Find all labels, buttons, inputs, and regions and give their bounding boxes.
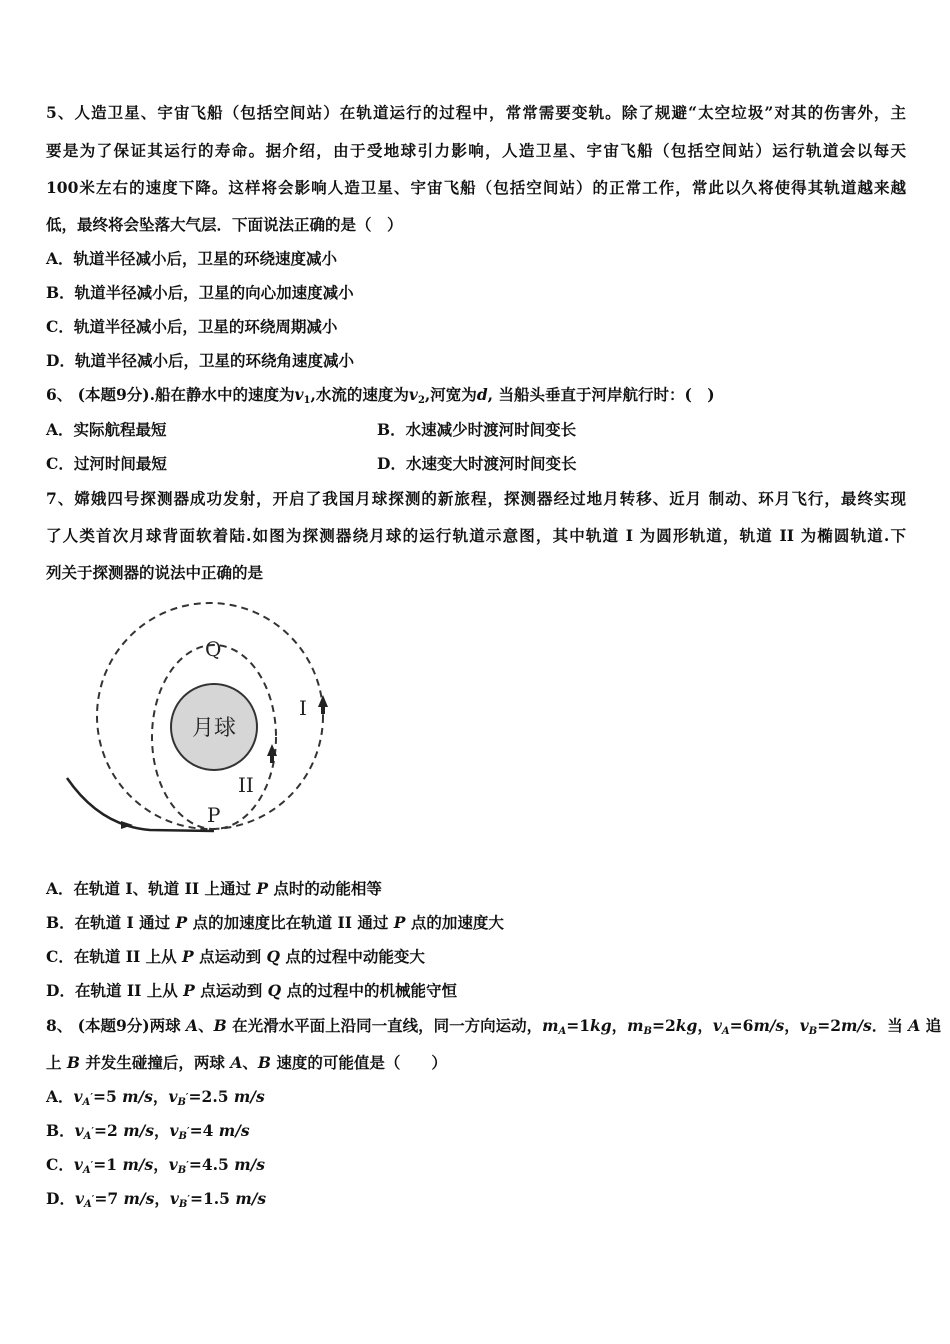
q6-stem-text-b: ,水流的速度为 <box>310 385 409 404</box>
q8-text-8: 、 <box>242 1053 258 1072</box>
q6-options-row-1 <box>46 420 167 440</box>
q8-option-d-va-prime: ′ <box>91 1194 95 1206</box>
q8-option-c-va-sub: A <box>82 1165 91 1176</box>
q8-option-d-comma: ， <box>154 1189 170 1208</box>
q8-stem-line-1 <box>46 1016 941 1036</box>
q6-var-v1-sub: 1 <box>303 395 311 406</box>
q8-option-c-unit-1: m/s <box>122 1155 154 1174</box>
q8-text-3: 在光滑水平面上沿同一直线，同一方向运动， <box>226 1016 543 1035</box>
orbit-2-label: II <box>238 773 254 797</box>
orbit-2-arrow-tail <box>270 755 274 763</box>
q8-option-d-va-sub: A <box>83 1199 92 1210</box>
q8-option-a-vb-value: =2.5 <box>188 1087 234 1106</box>
q5-stem-line-2: 要是为了保证其运行的寿命。据介绍，由于受地球引力影响，人造卫星、宇宙飞船（包括空间站）运行轨道会以每天 <box>46 141 906 160</box>
q6-var-v2: v <box>408 385 418 404</box>
q5-option-c: C．轨道半径减小后，卫星的环绕周期减小 <box>46 317 338 336</box>
q8-text-7: 并发生碰撞后，两球 <box>80 1053 231 1072</box>
q8-vb-value: =2 <box>817 1016 841 1035</box>
q8-option-a-label: A． <box>46 1087 74 1106</box>
q8-va-value: =6 <box>729 1016 754 1035</box>
q7-option-a <box>46 879 382 899</box>
q8-text-2: 、 <box>198 1016 214 1035</box>
moon-label: 月球 <box>191 716 237 741</box>
q8-option-a-vb: v <box>168 1087 178 1106</box>
q8-option-b-vb-value: =4 <box>189 1121 219 1140</box>
q7-option-a-text-2: 点时的动能相等 <box>268 879 382 898</box>
q8-option-a-unit-1: m/s <box>122 1087 153 1106</box>
q8-option-c-vb-value: =4.5 <box>188 1155 235 1174</box>
q5-option-b: B．轨道半径减小后，卫星的向心加速度减小 <box>46 283 354 302</box>
q8-option-c-unit-2: m/s <box>234 1155 266 1174</box>
q8-option-d-unit-2: m/s <box>235 1189 267 1208</box>
q8-option-c-comma: ， <box>153 1155 169 1174</box>
q8-option-a-unit-2: m/s <box>233 1087 265 1106</box>
q8-option-a-va: v <box>73 1087 83 1106</box>
q7-option-d-text-1: D．在轨道 II 上从 <box>46 981 184 1000</box>
orbit-1-arrow-icon <box>318 695 328 707</box>
q7-option-c <box>46 947 425 967</box>
q8-unit-ms-1: m/s <box>753 1016 785 1035</box>
point-q-label: Q <box>205 637 222 661</box>
q8-option-a <box>46 1087 265 1107</box>
q8-option-b-va-sub: A <box>83 1131 92 1142</box>
q8-var-b-3: B <box>257 1053 271 1072</box>
q8-unit-kg-1: kg <box>590 1016 612 1035</box>
q8-option-c-vb-sub: B <box>177 1165 187 1176</box>
q8-text-9: 速度的可能值是（ ） <box>270 1053 447 1072</box>
q8-var-b-2: B <box>66 1053 81 1072</box>
q8-option-a-va-value: =5 <box>92 1087 123 1106</box>
q8-var-va-sub: A <box>721 1026 730 1037</box>
q5-stem-line-4: 低，最终将会坠落大气层．下面说法正确的是（ ） <box>46 215 403 234</box>
q6-stem-text-c: ,河宽为 <box>424 385 477 404</box>
q6-var-d: d <box>476 385 488 404</box>
q7-option-b-text-3: 点的加速度大 <box>405 913 504 932</box>
q8-option-d-vb-prime: ′ <box>187 1194 190 1206</box>
point-p-label: P <box>207 803 221 827</box>
q5-stem-line-1: 5、人造卫星、宇宙飞船（包括空间站）在轨道运行的过程中，常常需要变轨。除了规避“太空垃圾”对其的伤害外，主 <box>46 103 906 122</box>
orbit-1-label: I <box>299 696 307 720</box>
q8-option-b-unit-2: m/s <box>218 1121 250 1140</box>
q8-var-ma-sub: A <box>558 1026 567 1037</box>
q7-option-b-var-p2: P <box>393 913 406 932</box>
q7-stem-line-3: 列关于探测器的说法中正确的是 <box>46 563 264 582</box>
q8-option-b-va-prime: ′ <box>91 1126 95 1138</box>
q8-option-d-vb-sub: B <box>178 1199 188 1210</box>
orbit-1-arrow-tail <box>321 706 325 714</box>
q8-option-a-va-prime: ′ <box>90 1092 93 1104</box>
q8-option-a-va-sub: A <box>82 1097 91 1108</box>
q8-option-b-unit-1: m/s <box>123 1121 154 1140</box>
q7-option-c-var-q: Q <box>266 947 280 966</box>
q8-option-c-va-prime: ′ <box>90 1160 94 1172</box>
q8-ma-value: =1 <box>566 1016 591 1035</box>
q8-option-a-vb-prime: ′ <box>185 1092 189 1104</box>
q8-option-b-vb: v <box>169 1121 179 1140</box>
q8-option-c <box>46 1155 265 1175</box>
q6-option-b: B．水速减少时渡河时间变长 <box>377 420 577 439</box>
q8-var-mb-sub: B <box>643 1026 652 1037</box>
q6-option-d: D．水速变大时渡河时间变长 <box>377 454 577 473</box>
q5-stem-line-3: 100米左右的速度下降。这样将会影响人造卫星、宇宙飞船（包括空间站）的正常工作，常此以久将使得其轨道越来越 <box>46 178 906 197</box>
q7-stem-line-1: 7、嫦娥四号探测器成功发射，开启了我国月球探测的新旅程，探测器经过地月转移、近月 制动、环月飞行，最终实现 <box>46 489 906 508</box>
q8-unit-ms-2: m/s <box>841 1016 872 1035</box>
q8-var-vb-sub: B <box>808 1026 818 1037</box>
q6-stem-text-e: , 当船头垂直于河岸航行时：( ) <box>487 385 715 404</box>
q7-option-b <box>46 913 504 933</box>
q8-option-b-va-value: =2 <box>94 1121 124 1140</box>
q8-option-b-comma: ， <box>154 1121 170 1140</box>
q8-unit-kg-2: kg <box>675 1016 698 1035</box>
q8-mb-value: =2 <box>652 1016 676 1035</box>
q6-stem-text-a: 6、 (本题9分).船在静水中的速度为 <box>46 385 295 404</box>
q7-option-c-text-1: C．在轨道 II 上从 <box>46 947 183 966</box>
q7-option-c-text-3: 点的过程中动能变大 <box>280 947 425 966</box>
q8-option-d-vb: v <box>169 1189 179 1208</box>
q8-option-c-va: v <box>73 1155 83 1174</box>
q8-sep-2: ， <box>697 1016 713 1035</box>
q8-option-c-vb-prime: ′ <box>186 1160 189 1172</box>
q8-text-5: 追 <box>920 1016 942 1035</box>
q8-option-d-label: D． <box>46 1189 75 1208</box>
q8-text-1: 8、 (本题9分)两球 <box>46 1016 187 1035</box>
q8-option-d-va: v <box>74 1189 84 1208</box>
q8-option-b-va: v <box>74 1121 84 1140</box>
q6-var-v1: v <box>294 385 304 404</box>
q8-option-b-vb-sub: B <box>178 1131 187 1142</box>
q7-option-c-var-p: P <box>182 947 194 966</box>
q8-option-d <box>46 1189 266 1209</box>
q8-var-a-3: A <box>230 1053 243 1072</box>
q8-stem-line-2 <box>46 1053 447 1073</box>
q8-text-6: 上 <box>46 1053 67 1072</box>
q7-option-d-text-3: 点的过程中的机械能守恒 <box>281 981 458 1000</box>
q7-option-d-text-2: 点运动到 <box>194 981 268 1000</box>
q6-option-c: C．过河时间最短 <box>46 454 167 473</box>
q8-option-b <box>46 1121 250 1141</box>
q8-var-b: B <box>213 1016 227 1035</box>
q8-option-d-vb-value: =1.5 <box>189 1189 236 1208</box>
q8-var-mb: m <box>627 1016 644 1035</box>
q6-stem <box>46 385 715 405</box>
q8-sep-1: ， <box>611 1016 628 1035</box>
q7-option-b-text-1: B．在轨道 I 通过 <box>46 913 176 932</box>
q7-option-d-var-p: P <box>183 981 195 1000</box>
q7-option-d-var-q: Q <box>267 981 282 1000</box>
q6-var-v2-sub: 2 <box>417 395 425 406</box>
q8-var-ma: m <box>542 1016 559 1035</box>
q7-option-a-text-1: A．在轨道 I、轨道 II 上通过 <box>46 879 257 898</box>
q5-option-d: D．轨道半径减小后，卫星的环绕角速度减小 <box>46 351 354 370</box>
q8-option-d-unit-1: m/s <box>123 1189 155 1208</box>
q5-option-a: A．轨道半径减小后，卫星的环绕速度减小 <box>46 249 338 268</box>
q7-option-a-var-p: P <box>256 879 269 898</box>
q8-var-vb: v <box>799 1016 809 1035</box>
q8-option-a-vb-sub: B <box>177 1097 186 1108</box>
q6-option-a: A．实际航程最短 <box>46 420 167 439</box>
q8-option-a-comma: ， <box>152 1087 169 1106</box>
q8-option-d-va-value: =7 <box>94 1189 124 1208</box>
q7-option-b-text-2: 点的加速度比在轨道 II 通过 <box>187 913 394 932</box>
q8-var-a-2: A <box>908 1016 921 1035</box>
orbit-diagram <box>55 598 355 860</box>
q7-option-c-text-2: 点运动到 <box>193 947 267 966</box>
q8-option-c-va-value: =1 <box>93 1155 123 1174</box>
q8-option-c-vb: v <box>168 1155 178 1174</box>
q7-option-d <box>46 981 457 1001</box>
q8-var-va: v <box>712 1016 722 1035</box>
q7-stem-line-2: 了人类首次月球背面软着陆.如图为探测器绕月球的运行轨道示意图，其中轨道 I 为圆形轨道，轨道 II 为椭圆轨道.下 <box>46 526 906 545</box>
q8-sep-3: ， <box>784 1016 800 1035</box>
q8-option-b-label: B． <box>46 1121 75 1140</box>
q8-option-b-vb-prime: ′ <box>186 1126 190 1138</box>
q8-text-4: ．当 <box>871 1016 909 1035</box>
q8-var-a: A <box>186 1016 199 1035</box>
q8-option-c-label: C． <box>46 1155 74 1174</box>
q7-option-b-var-p: P <box>175 913 188 932</box>
